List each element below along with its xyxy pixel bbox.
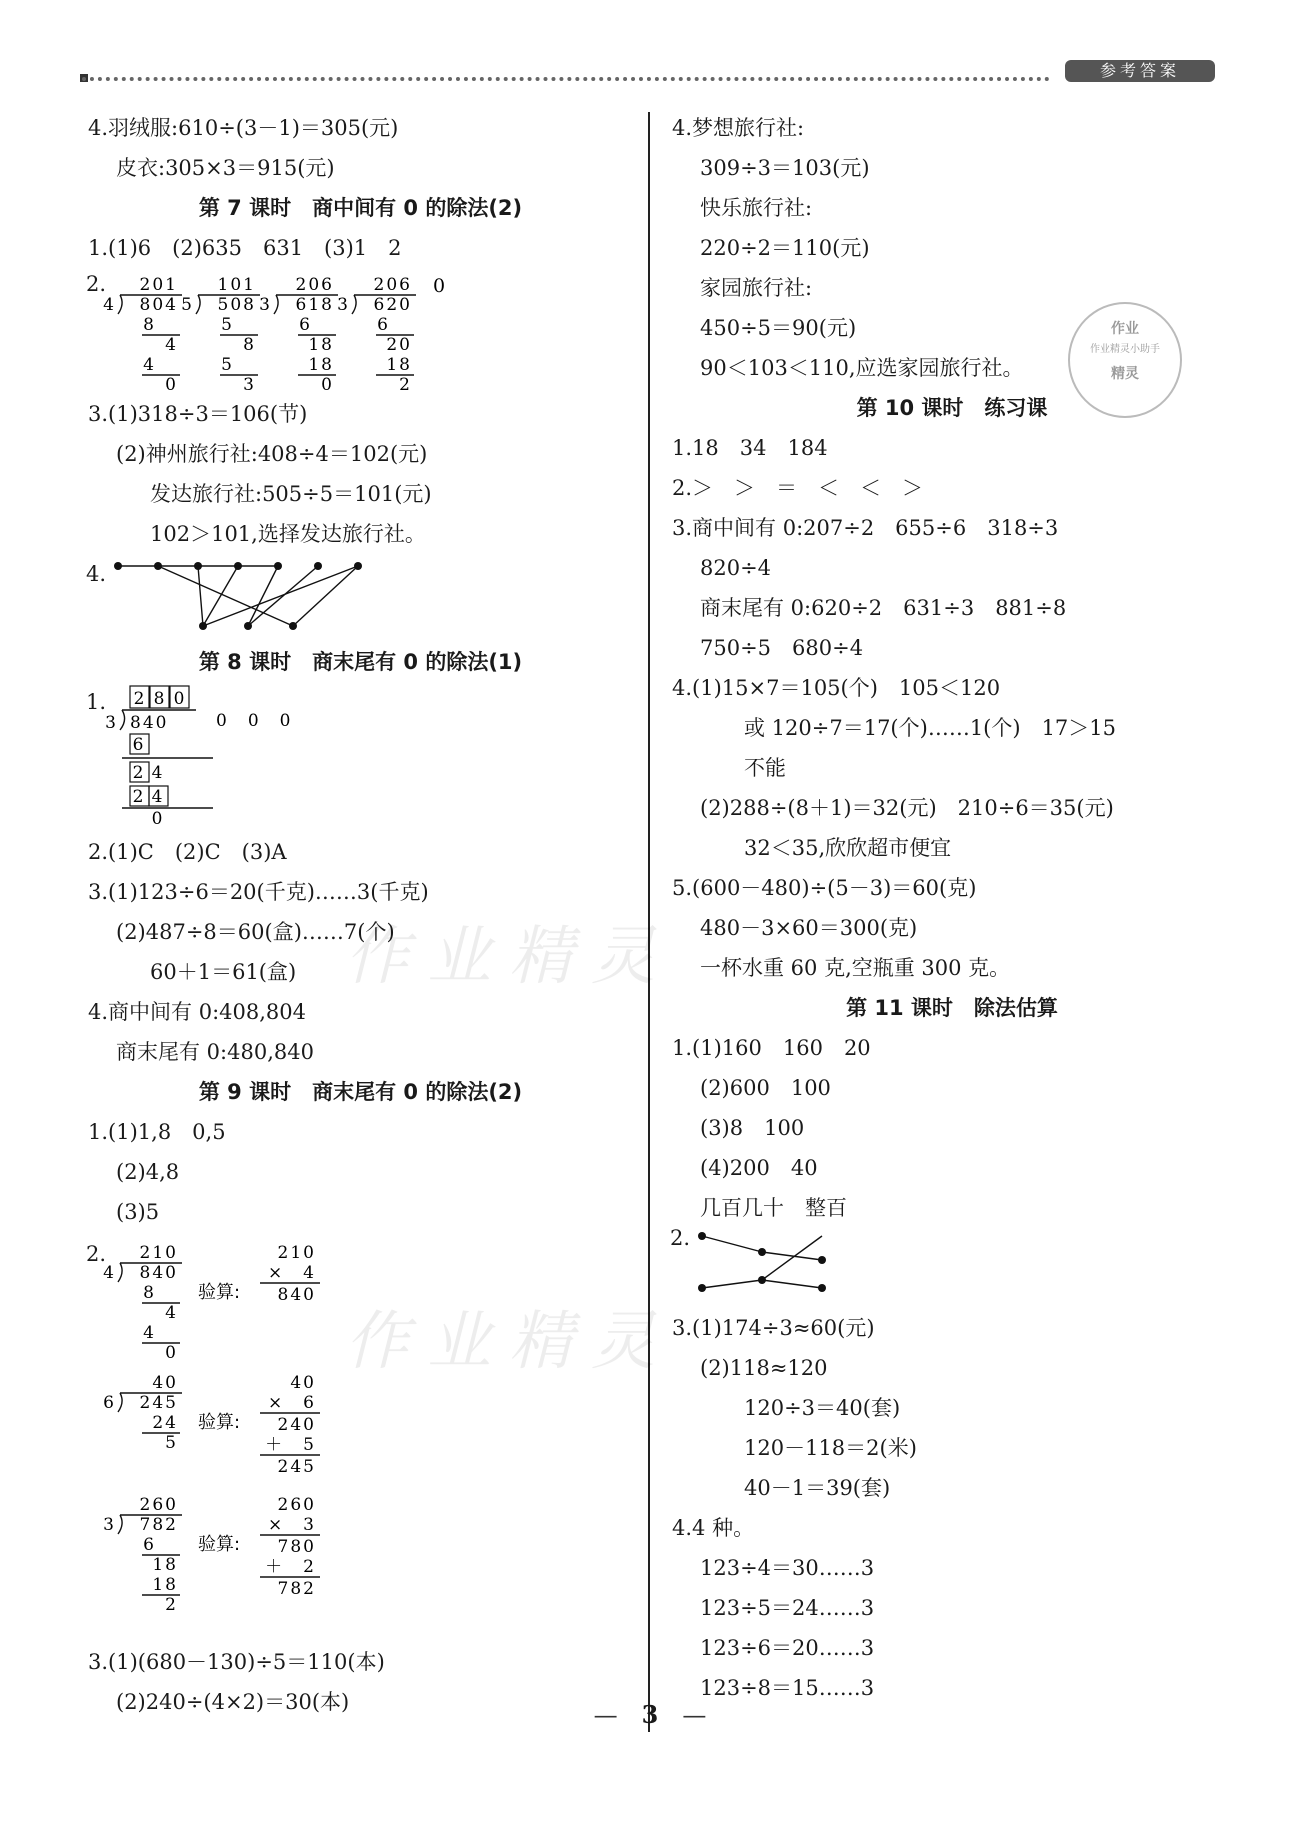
division-bracket: [118, 295, 122, 314]
question-number: 2.: [670, 1226, 691, 1250]
digit-text: × 4: [267, 1263, 316, 1283]
division-bracket: [118, 1515, 122, 1534]
question-number: 1.: [86, 690, 107, 714]
digit-text: 840: [139, 1263, 178, 1283]
digit-text: 206: [295, 275, 334, 295]
answer-line: 123÷6＝20……3: [700, 1636, 875, 1660]
digit-text: 0: [173, 689, 187, 709]
answer-line: 4.4 种。: [672, 1516, 755, 1540]
digit-text: 6: [377, 315, 390, 335]
digit-text: 260: [139, 1495, 178, 1515]
digit-text: 6: [132, 735, 146, 755]
answer-line: 90＜103＜110,应选家园旅行社。: [700, 356, 1024, 380]
answer-line: 123÷8＝15……3: [700, 1676, 875, 1700]
answer-line: 3.(1)318÷3＝106(节): [88, 402, 308, 426]
answer-line: 120÷3＝40(套): [744, 1396, 901, 1420]
digit-text: 5: [181, 295, 194, 315]
digit-text: ＋ 5: [265, 1435, 316, 1455]
page-number: — 3 —: [593, 1700, 707, 1729]
answer-line: 450÷5＝90(元): [700, 316, 857, 340]
digit-text: 5: [221, 315, 234, 335]
figure-fig2: [88, 554, 633, 642]
answer-line: 2.(1)C (2)C (3)A: [88, 840, 287, 864]
check-label: 验算:: [198, 1412, 241, 1433]
digit-text: 4: [143, 355, 156, 375]
question-number: 2.: [86, 272, 107, 296]
digit-text: 4: [165, 1303, 178, 1323]
answer-line: 或 120÷7＝17(个)……1(个) 17＞15: [744, 716, 1117, 740]
answer-line: 1.(1)6 (2)635 631 (3)1 2: [88, 236, 402, 260]
extra-answer: 0: [433, 275, 446, 297]
connector-line: [762, 1280, 822, 1288]
answer-line: 1.18 34 184: [672, 436, 828, 460]
answer-line: 商末尾有 0:620÷2 631÷3 881÷8: [700, 596, 1067, 620]
answer-line: 不能: [744, 756, 786, 780]
stamp-logo: [1068, 302, 1182, 418]
answer-line: 商末尾有 0:480,840: [116, 1040, 314, 1064]
digit-text: 6: [103, 1393, 116, 1413]
digit-text: 8: [143, 1283, 156, 1303]
digit-text: 101: [217, 275, 256, 295]
answer-line: 4.梦想旅行社:: [672, 116, 805, 140]
digit-text: 4: [151, 763, 165, 783]
answer-line: 123÷5＝24……3: [700, 1596, 875, 1620]
answer-line: 3.(1)174÷3≈60(元): [672, 1316, 875, 1340]
answer-line: 一杯水重 60 克,空瓶重 300 克。: [700, 956, 1011, 980]
digit-text: 18: [152, 1555, 178, 1575]
digit-text: 0: [321, 375, 334, 394]
digit-text: 2: [133, 689, 147, 709]
digit-text: 4: [151, 787, 165, 807]
answer-line: 家园旅行社:: [700, 276, 813, 300]
answer-line: 220÷2＝110(元): [700, 236, 870, 260]
answer-line: 60＋1＝61(盒): [150, 960, 297, 984]
digit-text: 620: [373, 295, 412, 315]
answer-line: (2)118≈120: [700, 1356, 828, 1380]
digit-text: 2: [165, 1595, 178, 1615]
division-bracket: [352, 295, 356, 314]
page-number-value: 3: [641, 1700, 659, 1729]
digit-text: 782: [139, 1515, 178, 1535]
digit-text: 245: [277, 1457, 316, 1477]
section-heading: 第 7 课时 商中间有 0 的除法(2): [198, 196, 523, 220]
digit-text: 8: [153, 689, 167, 709]
answer-line: (2)487÷8＝60(盒)……7(个): [116, 920, 395, 944]
digit-text: 4: [143, 1323, 156, 1343]
matching-lines-figure: [88, 554, 508, 640]
digit-text: 210: [139, 1243, 178, 1263]
digit-text: ＋ 2: [265, 1557, 316, 1577]
answer-line: (2)240÷(4×2)＝30(本): [116, 1690, 350, 1714]
check-label: 验算:: [198, 1282, 241, 1303]
digit-text: 6: [299, 315, 312, 335]
digit-text: 618: [295, 295, 334, 315]
section-heading: 第 11 课时 除法估算: [846, 996, 1058, 1020]
digit-text: 804: [139, 295, 178, 315]
section-heading: 第 10 课时 练习课: [856, 396, 1048, 420]
stamp-text: 精灵: [1111, 366, 1139, 382]
answer-line: 几百几十 整百: [700, 1196, 847, 1220]
digit-text: 40: [152, 1373, 178, 1393]
answer-line: (2)288÷(8＋1)＝32(元) 210÷6＝35(元): [700, 796, 1114, 820]
matching-lines-figure: [672, 1228, 972, 1308]
answer-line: (2)神州旅行社:408÷4＝102(元): [116, 442, 428, 466]
digit-text: 4: [165, 335, 178, 355]
long-division-figure: [88, 682, 508, 830]
question-number: 2.: [86, 1242, 107, 1266]
watermark: 作业精灵: [345, 920, 673, 994]
connector-line: [293, 566, 358, 626]
digit-text: 3: [259, 295, 272, 315]
answer-line: 3.商中间有 0:207÷2 655÷6 318÷3: [672, 516, 1059, 540]
digit-text: × 6: [267, 1393, 316, 1413]
digit-text: 0: [165, 375, 178, 394]
answer-line: 2.＞ ＞ ＝ ＜ ＜ ＞: [672, 476, 924, 500]
figure-fig1: [88, 268, 633, 394]
digit-text: 206: [373, 275, 412, 295]
digit-text: 40: [290, 1373, 316, 1393]
connector-line: [203, 566, 238, 626]
stamp-text: 作业: [1111, 321, 1139, 337]
digit-text: 201: [139, 275, 178, 295]
connector-line: [702, 1236, 762, 1252]
digit-text: 5: [221, 355, 234, 375]
header-dotted-rule: [82, 77, 1050, 81]
figure-fig5: [672, 1228, 1232, 1308]
digit-text: 4: [103, 295, 116, 315]
digit-text: 18: [152, 1575, 178, 1595]
digit-text: 18: [308, 335, 334, 355]
division-bracket: [196, 295, 200, 314]
answer-line: 820÷4: [700, 556, 772, 580]
digit-text: 24: [152, 1413, 178, 1433]
connector-line: [248, 566, 318, 626]
digit-text: 0: [165, 1343, 178, 1363]
digit-text: 2: [399, 375, 412, 394]
answer-line: 750÷5 680÷4: [700, 636, 864, 660]
digit-text: 2: [132, 787, 146, 807]
digit-text: 240: [277, 1415, 316, 1435]
figure-fig3: [88, 682, 633, 832]
answer-line: (2)4,8: [116, 1160, 180, 1184]
answer-line: (3)8 100: [700, 1116, 805, 1140]
section-heading: 第 8 课时 商末尾有 0 的除法(1): [198, 650, 523, 674]
digit-text: 18: [386, 355, 412, 375]
answer-line: 4.羽绒服:610÷(3－1)＝305(元): [88, 116, 399, 140]
digit-text: 840: [130, 713, 169, 733]
digit-text: 782: [277, 1579, 316, 1599]
digit-text: 5: [165, 1433, 178, 1453]
answer-line: 40－1＝39(套): [744, 1476, 891, 1500]
digit-text: 780: [277, 1537, 316, 1557]
answer-line: 快乐旅行社:: [700, 196, 813, 220]
digit-text: 4: [103, 1263, 116, 1283]
answer-line: 120－118＝2(米): [744, 1436, 917, 1460]
digit-text: 6: [143, 1535, 156, 1555]
connector-line: [198, 566, 203, 626]
digit-text: 8: [243, 335, 256, 355]
answer-line: (4)200 40: [700, 1156, 818, 1180]
digit-text: 3: [243, 375, 256, 394]
answer-line: 32＜35,欣欣超市便宜: [744, 836, 952, 860]
digit-text: 0: [151, 809, 165, 829]
stamp-text: 作业精灵小助手: [1090, 344, 1160, 355]
section-heading: 第 9 课时 商末尾有 0 的除法(2): [198, 1080, 523, 1104]
answer-line: 3.(1)(680－130)÷5＝110(本): [88, 1650, 385, 1674]
division-bracket: [118, 1393, 122, 1412]
digit-text: 210: [277, 1243, 316, 1263]
header-tab: 参考答案: [1065, 60, 1215, 82]
answer-line: 480－3×60＝300(克): [700, 916, 918, 940]
answer-line: 123÷4＝30……3: [700, 1556, 875, 1580]
digit-text: 20: [386, 335, 412, 355]
digit-text: × 3: [267, 1515, 316, 1535]
digit-text: 3: [337, 295, 350, 315]
answer-line: 皮衣:305×3＝915(元): [116, 156, 335, 180]
digit-text: 260: [277, 1495, 316, 1515]
answer-line: 102＞101,选择发达旅行社。: [150, 522, 426, 546]
digit-text: 8: [143, 315, 156, 335]
digit-text: 840: [277, 1285, 316, 1305]
digit-text: 3: [105, 713, 118, 733]
answer-line: (2)600 100: [700, 1076, 831, 1100]
digit-text: 3: [103, 1515, 116, 1535]
division-bracket: [118, 1263, 122, 1282]
watermark: 作业精灵: [345, 1305, 673, 1379]
answer-line: 4.(1)15×7＝105(个) 105＜120: [672, 676, 1001, 700]
answer-line: 4.商中间有 0:408,804: [88, 1000, 306, 1024]
answer-line: 3.(1)123÷6＝20(千克)……3(千克): [88, 880, 429, 904]
answer-line: 309÷3＝103(元): [700, 156, 870, 180]
division-bracket: [120, 710, 125, 730]
check-label: 验算:: [198, 1534, 241, 1555]
digit-text: 0 0 0: [216, 711, 293, 731]
answer-line: 1.(1)1,8 0,5: [88, 1120, 226, 1144]
long-division-figure: [88, 268, 508, 394]
answer-line: 5.(600－480)÷(5－3)＝60(克): [672, 876, 977, 900]
digit-text: 245: [139, 1393, 178, 1413]
answer-line: 发达旅行社:505÷5＝101(元): [150, 482, 432, 506]
answer-line: 1.(1)160 160 20: [672, 1036, 871, 1060]
division-bracket: [274, 295, 278, 314]
answer-line: (3)5: [116, 1200, 160, 1224]
connector-line: [762, 1236, 822, 1280]
digit-text: 2: [132, 763, 146, 783]
digit-text: 18: [308, 355, 334, 375]
connector-line: [702, 1280, 762, 1288]
digit-text: 508: [217, 295, 256, 315]
question-number: 4.: [86, 562, 107, 586]
